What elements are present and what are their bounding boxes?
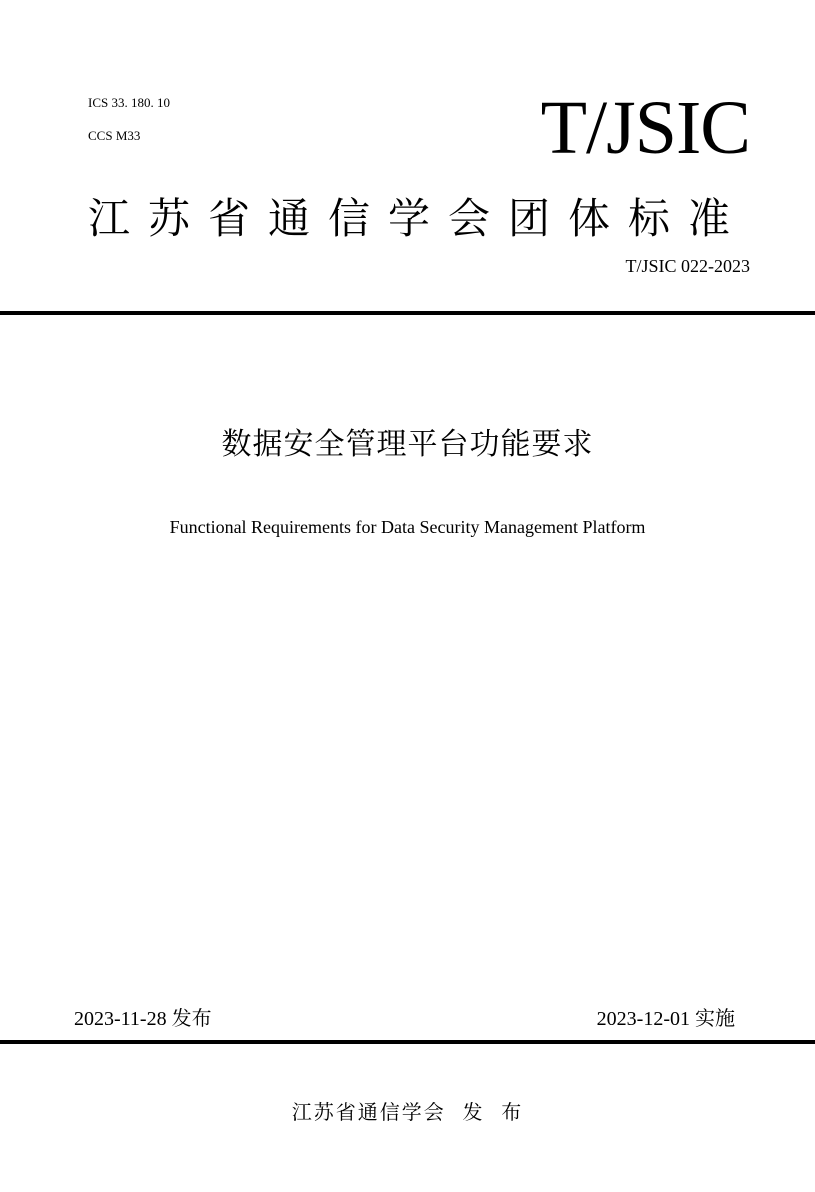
issue-date: 2023-11-28 — [74, 1008, 167, 1030]
publish-label: 发 布 — [462, 1100, 524, 1124]
standard-mark: T/JSIC — [540, 86, 750, 170]
implementation-label: 实施 — [695, 1006, 735, 1030]
ics-code: ICS 33. 180. 10 — [88, 95, 170, 110]
document-english-title: Functional Requirements for Data Security Management Platform — [169, 517, 646, 537]
organization-title: 江苏省通信学会团体标准 — [88, 194, 749, 243]
ccs-code: CCS M33 — [88, 128, 141, 143]
issue-date-line — [74, 1005, 212, 1032]
top-divider — [0, 311, 815, 315]
publisher-line — [0, 1098, 815, 1126]
document-title: 数据安全管理平台功能要求 — [221, 427, 594, 462]
issue-label: 发布 — [171, 1006, 212, 1030]
standard-number: T/JSIC 022-2023 — [625, 256, 750, 276]
bottom-divider — [0, 1040, 815, 1044]
implementation-date-line — [597, 1005, 735, 1032]
publisher-name: 江苏省通信学会 — [291, 1100, 446, 1124]
implementation-date: 2023-12-01 — [596, 1008, 690, 1030]
